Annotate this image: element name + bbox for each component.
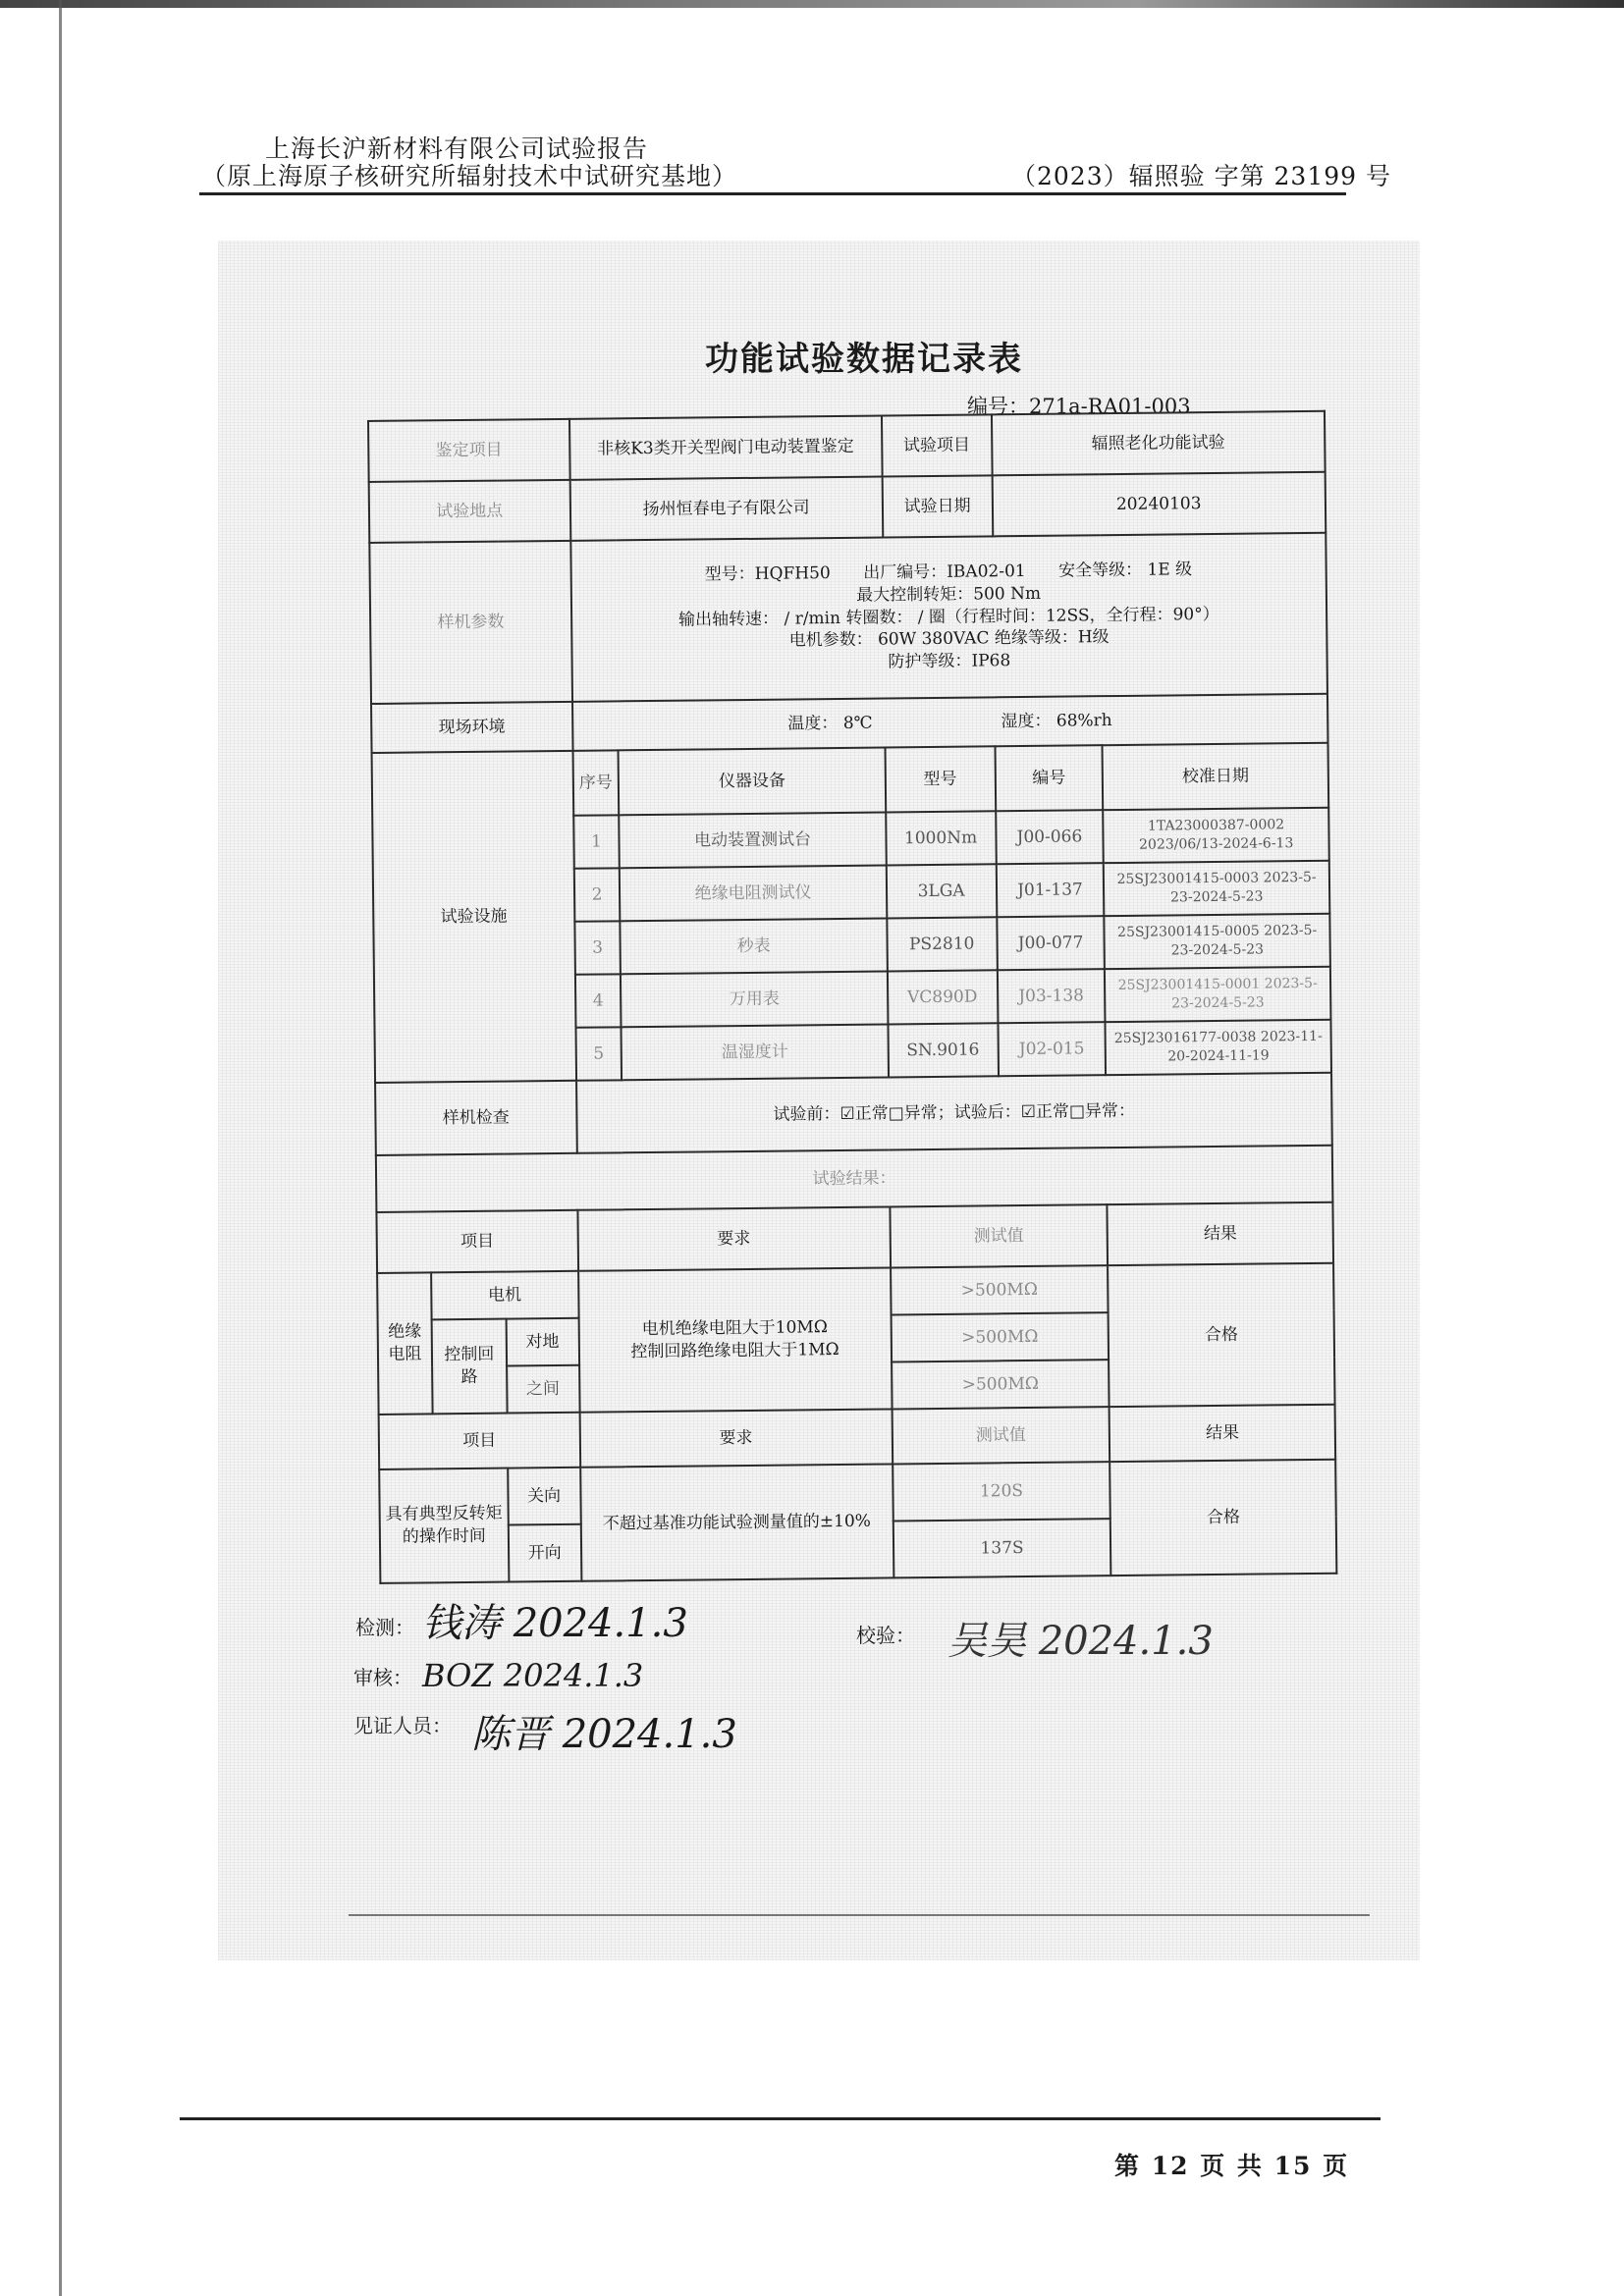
res-col-item: 项目 bbox=[376, 1210, 577, 1273]
inspect-value: 试验前：☑正常□异常；试验后：☑正常□异常： bbox=[576, 1073, 1332, 1153]
equip-no: 1 bbox=[573, 815, 620, 868]
equip-id: J02-015 bbox=[998, 1022, 1106, 1076]
equip-cal: 25SJ23001415-0001 2023-5-23-2024-5-23 bbox=[1105, 967, 1330, 1022]
reviewer-signature: BOZ 2024.1.3 bbox=[422, 1657, 644, 1694]
equip-cal: 25SJ23016177-0038 2023-11-20-2024-11-19 bbox=[1106, 1020, 1331, 1075]
insulation-requirement bbox=[578, 1267, 893, 1412]
equip-label: 试验设施 bbox=[372, 751, 576, 1083]
sample-torque: 最大控制转矩：500 Nm bbox=[856, 583, 1042, 606]
header-subtitle: （原上海原子核研究所辐射技术中试研究基地） bbox=[201, 162, 738, 190]
equip-cal: 25SJ23001415-0003 2023-5-23-2024-5-23 bbox=[1104, 861, 1329, 916]
equip-model: 1000Nm bbox=[886, 811, 996, 865]
scan-edge-top bbox=[0, 0, 1624, 8]
header-report-number: （2023）辐照验 字第 23199 号 bbox=[1011, 162, 1391, 190]
identify-value: 非核K3类开关型阀门电动装置鉴定 bbox=[569, 416, 883, 480]
equip-model: 3LGA bbox=[886, 864, 996, 918]
op-col-req: 要求 bbox=[579, 1409, 893, 1467]
env-label: 现场环境 bbox=[371, 702, 572, 753]
insulation-value: >500MΩ bbox=[892, 1360, 1110, 1409]
equip-header-id: 编号 bbox=[995, 745, 1103, 811]
operation-requirement: 不超过基准功能试验测量值的±10% bbox=[580, 1464, 893, 1580]
test-item-label: 试验项目 bbox=[882, 414, 993, 476]
scan-edge-left bbox=[59, 0, 62, 2296]
row-sample bbox=[369, 533, 1327, 704]
equip-id: J00-066 bbox=[996, 810, 1104, 864]
env-humidity: 湿度： 68%rh bbox=[1001, 710, 1112, 731]
sample-params bbox=[570, 533, 1327, 702]
equip-no: 4 bbox=[574, 974, 621, 1027]
op-col-value: 测试值 bbox=[892, 1407, 1110, 1464]
equip-name: 绝缘电阻测试仪 bbox=[620, 865, 887, 921]
date-label: 试验日期 bbox=[882, 475, 993, 537]
res-col-value: 测试值 bbox=[890, 1204, 1108, 1267]
operation-open: 开向 bbox=[509, 1524, 581, 1582]
sample-ip: 防护等级：IP68 bbox=[888, 651, 1011, 672]
op-col-item: 项目 bbox=[379, 1413, 580, 1469]
res-col-result: 结果 bbox=[1108, 1202, 1333, 1265]
sample-safety: 安全等级： 1E 级 bbox=[1057, 559, 1193, 581]
test-item-value: 辐照老化功能试验 bbox=[992, 411, 1326, 476]
record-table bbox=[367, 410, 1337, 1584]
reviewer-label: 审核： bbox=[353, 1666, 412, 1689]
row-operation-header bbox=[379, 1405, 1336, 1469]
row-location bbox=[369, 472, 1326, 543]
insulation-motor: 电机 bbox=[431, 1271, 578, 1320]
equip-header-model: 型号 bbox=[885, 746, 996, 812]
sample-motor: 电机参数： 60W 380VAC 绝缘等级：H级 bbox=[788, 627, 1110, 651]
tester-signature: 钱涛 2024.1.3 bbox=[422, 1601, 688, 1646]
insulation-result: 合格 bbox=[1108, 1263, 1334, 1407]
insulation-to-ground: 对地 bbox=[506, 1318, 578, 1366]
operation-item: 具有典型反转矩的操作时间 bbox=[379, 1468, 509, 1583]
equip-header-row bbox=[372, 743, 1329, 818]
result-heading: 试验结果： bbox=[376, 1146, 1333, 1212]
equip-name: 秒表 bbox=[621, 918, 888, 974]
row-insulation-header bbox=[376, 1202, 1333, 1273]
insulation-value: >500MΩ bbox=[891, 1312, 1109, 1362]
header-rule bbox=[199, 192, 1346, 195]
checker-signature: 吴昊 2024.1.3 bbox=[947, 1619, 1214, 1664]
date-value: 20240103 bbox=[992, 472, 1326, 537]
env-values bbox=[572, 694, 1328, 751]
sample-serial: 出厂编号：IBA02-01 bbox=[863, 561, 1026, 583]
env-temperature: 温度： 8℃ bbox=[787, 713, 873, 734]
row-insulation-motor bbox=[377, 1263, 1333, 1320]
equip-model: SN.9016 bbox=[888, 1023, 998, 1077]
row-result-heading bbox=[376, 1146, 1333, 1212]
checker-label: 校验： bbox=[856, 1624, 915, 1647]
equip-no: 3 bbox=[574, 921, 621, 974]
margin-stamp-marks bbox=[1598, 1414, 1618, 1688]
equip-id: J00-077 bbox=[997, 916, 1105, 970]
equip-id: J01-137 bbox=[996, 863, 1104, 917]
insulation-req-control: 控制回路绝缘电阻大于1MΩ bbox=[630, 1340, 839, 1362]
tester-label: 检测： bbox=[355, 1616, 414, 1639]
equip-name: 电动装置测试台 bbox=[620, 812, 887, 868]
form-title: 功能试验数据记录表 bbox=[705, 340, 1023, 379]
insulation-group: 绝缘电阻 bbox=[377, 1272, 432, 1415]
equip-model: PS2810 bbox=[887, 917, 997, 971]
equip-no: 2 bbox=[573, 868, 620, 921]
equip-header-cal: 校准日期 bbox=[1103, 743, 1328, 810]
operation-result: 合格 bbox=[1110, 1460, 1336, 1575]
equip-name: 万用表 bbox=[621, 971, 888, 1027]
insulation-between: 之间 bbox=[507, 1365, 579, 1414]
row-inspect bbox=[375, 1073, 1332, 1155]
insulation-req-motor: 电机绝缘电阻大于10MΩ bbox=[641, 1317, 828, 1340]
res-col-req: 要求 bbox=[577, 1206, 891, 1270]
header-company: 上海长沪新材料有限公司试验报告 bbox=[265, 134, 649, 163]
operation-close: 关向 bbox=[508, 1468, 580, 1525]
photo-bottom-edge bbox=[349, 1914, 1370, 1916]
sample-label: 样机参数 bbox=[369, 541, 571, 704]
equip-no: 5 bbox=[575, 1027, 622, 1080]
witness-signature: 陈晋 2024.1.3 bbox=[471, 1712, 737, 1757]
insulation-control: 控制回路 bbox=[431, 1319, 507, 1415]
inspect-label: 样机检查 bbox=[375, 1081, 576, 1155]
location-value: 扬州恒春电子有限公司 bbox=[569, 477, 883, 541]
op-col-result: 结果 bbox=[1110, 1405, 1335, 1462]
equip-model: VC890D bbox=[888, 970, 998, 1024]
location-label: 试验地点 bbox=[369, 480, 570, 543]
footer-rule bbox=[180, 2117, 1380, 2120]
equip-name: 温湿度计 bbox=[622, 1024, 889, 1080]
insulation-value: >500MΩ bbox=[891, 1265, 1109, 1314]
operation-value: 120S bbox=[893, 1462, 1110, 1521]
sample-model: 型号：HQFH50 bbox=[704, 562, 831, 585]
page-number: 第 12 页 共 15 页 bbox=[1114, 2152, 1350, 2180]
witness-label: 见证人员： bbox=[353, 1714, 452, 1737]
row-operation-close bbox=[379, 1460, 1336, 1526]
row-identify bbox=[368, 411, 1326, 482]
operation-value: 137S bbox=[893, 1519, 1110, 1577]
equip-cal: 25SJ23001415-0005 2023-5-23-2024-5-23 bbox=[1105, 914, 1330, 969]
identify-label: 鉴定项目 bbox=[368, 419, 569, 482]
equip-id: J03-138 bbox=[997, 969, 1105, 1023]
equip-header-name: 仪器设备 bbox=[619, 747, 886, 815]
equip-header-no: 序号 bbox=[572, 750, 620, 815]
sample-speed: 输出轴转速： / r/min 转圈数： / 圈（行程时间：12SS，全行程：90°） bbox=[678, 604, 1219, 630]
equip-cal: 1TA23000387-0002 2023/06/13-2024-6-13 bbox=[1104, 808, 1329, 863]
form-code: 编号：271a-RA01-003 bbox=[967, 395, 1191, 418]
